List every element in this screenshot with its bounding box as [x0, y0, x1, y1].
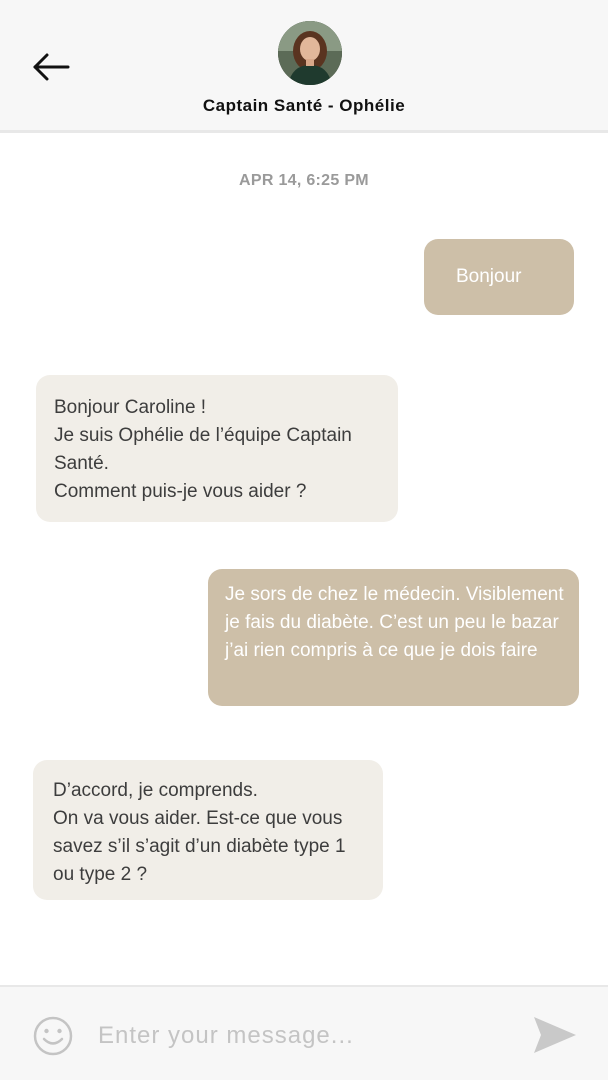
chat-title: Captain Santé - Ophélie	[202, 96, 406, 115]
send-icon	[530, 1013, 580, 1057]
message-timestamp: APR 14, 6:25 PM	[239, 172, 369, 189]
emoji-button[interactable]	[31, 1014, 75, 1058]
send-button[interactable]	[530, 1013, 580, 1057]
arrow-left-icon	[31, 52, 71, 82]
back-button[interactable]	[28, 44, 74, 90]
message-bubble-outgoing: Bonjour	[424, 239, 574, 315]
message-bubble-incoming: Bonjour Caroline ! Je suis Ophélie de l’équipe Captain Santé. Comment puis-je vous aider ?	[36, 375, 398, 522]
message-bubble-incoming: D’accord, je comprends. On va vous aider. Est-ce que vous savez s’il s’agit d’un diabète type 1 ou type 2 ?	[33, 760, 383, 900]
chat-header	[0, 0, 608, 133]
message-bubble-outgoing: Je sors de chez le médecin. Visiblement je fais du diabète. C’est un peu le bazar j’ai rien compris à ce que je dois faire	[208, 569, 579, 706]
smiley-icon	[31, 1014, 75, 1058]
avatar-picture	[278, 21, 342, 85]
avatar[interactable]	[278, 21, 342, 85]
message-composer	[0, 985, 608, 1080]
message-input[interactable]	[96, 1013, 510, 1059]
